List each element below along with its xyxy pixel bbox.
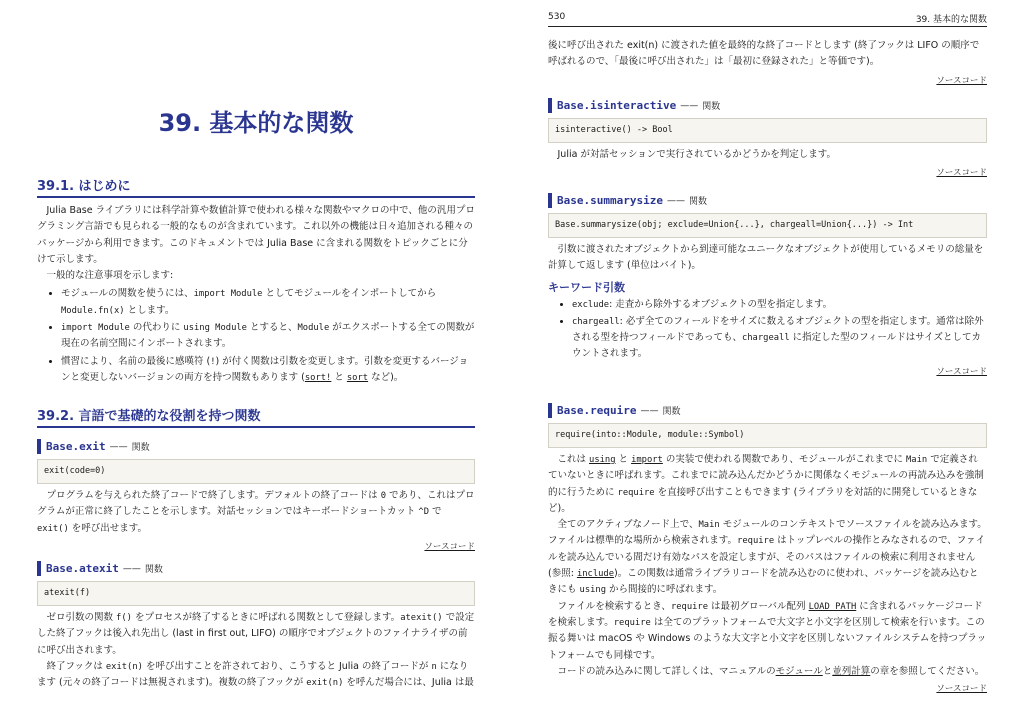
signature-code: exit(code=0) [37, 459, 475, 484]
docstring-isinteractive [548, 98, 987, 178]
description: ゼロ引数の関数 f() をプロセスが終了するときに呼ばれる関数として登録します。atexit() で設定した終了フックは後入れ先出し (last in first out, LIFO) の順序でオブジェクトのファイナライザの前に呼び出されます。 [37, 612, 475, 656]
function-kind: 関数 [662, 407, 681, 417]
docstring-header: Base.exit —— 関数 [37, 439, 475, 454]
function-kind: 関数 [688, 197, 707, 207]
sort-bang-link[interactable]: sort! [304, 372, 332, 383]
list-item: • 慣習により、名前の最後に感嘆符 (!) が付く関数は引数を変更します。引数を変更するバージョンと変更しないバージョンの両方を持つ関数もあります (sort! と sort など)。 [61, 354, 475, 387]
function-name: Base.exit [46, 440, 106, 453]
function-kind: 関数 [144, 565, 163, 575]
signature-code: atexit(f) [37, 581, 475, 606]
running-chapter-title: 39. 基本的な関数 [915, 15, 987, 25]
docstring-atexit [37, 561, 475, 691]
section-heading: 39.1. はじめに [37, 175, 475, 198]
description: 引数に渡されたオブジェクトから到達可能なユニークなオブジェクトが使用しているメモリの総量を計算して返します (単位はバイト)。 [548, 244, 984, 272]
accent-bar [37, 439, 41, 454]
list-item: • import Module の代わりに using Module とすると、Module がエクスポートする全ての関数が現在の名前空間にインポートされます。 [61, 320, 475, 353]
description: これは using と import の実装で使われる関数であり、モジュールがこれまでに Main で定義されていないときに呼ばれます。これまでに読み込んだかどうかに関係なくモジュールの再読み込みを強制的に行うために require を直接呼び出すこともできます (ライブラリを対話的に開発しているときなど)。 [548, 454, 984, 514]
function-name: Base.summarysize [557, 194, 663, 207]
function-kind: 関数 [702, 102, 721, 112]
continued-text [548, 38, 987, 86]
function-name: Base.isinteractive [557, 99, 677, 112]
section-heading: 39.2. 言語で基礎的な役割を持つ関数 [37, 405, 475, 428]
load-path-link[interactable]: LOAD_PATH [808, 601, 857, 612]
chapter-title: 39. 基本的な関数 [158, 109, 354, 137]
docstring-header: Base.atexit —— 関数 [37, 561, 475, 576]
section-core-functions [37, 405, 475, 428]
list-item: • chargeall: 必ず全てのフィールドをサイズに数えるオブジェクトの型を指定します。通常は除外される型を持つフィールドであっても、chargeall に指定した型のフィールドはサイズとしてカウントされます。 [572, 314, 987, 363]
function-name: Base.require [557, 404, 637, 417]
docstring-header: Base.isinteractive —— 関数 [548, 98, 987, 113]
signature-code: require(into::Module, module::Symbol) [548, 423, 987, 448]
description: 終了フックは exit(n) を呼び出すことを許されており、こうすると Julia の終了コードが n になります (元々の終了コードは無視されます)。複数の終了フックが exit(n) を呼んだ場合には、Julia は最 [37, 660, 474, 689]
intro-paragraph: Julia Base ライブラリには科学計算や数値計算で使われる様々な関数やマクロの中で、他の汎用プログラミング言語でも見られる一般的なものが含まれています。これ以外の機能は日々追加される種々のパッケージから利用できます。このドキュメントでは Julia Base に含まれる関数をトピックごとに分けて示します。 [37, 205, 475, 265]
function-kind: 関数 [131, 443, 150, 453]
description: プログラムを与えられた終了コードで終了します。デフォルトの終了コードは 0 であり、これはプログラムが正常に終了したことを示します。対話セッションではキーボードショートカット ^D で exit() を呼び出せます。 [37, 490, 475, 534]
parallel-computing-link[interactable]: 並列計算 [832, 665, 871, 677]
source-code-link[interactable]: ソースコード [936, 168, 987, 179]
docstring-require [548, 403, 987, 694]
source-code-link[interactable]: ソースコード [936, 75, 987, 86]
source-code-link[interactable]: ソースコード [424, 541, 475, 552]
import-link[interactable]: import [631, 455, 663, 465]
modules-link[interactable]: モジュール [775, 665, 823, 677]
list-item: • exclude: 走査から除外するオブジェクトの型を指定します。 [572, 297, 987, 313]
accent-bar [548, 193, 552, 208]
sort-link[interactable]: sort [346, 372, 369, 383]
using-link[interactable]: using [589, 455, 616, 465]
description: Julia が対話セッションで実行されているかどうかを判定します。 [557, 149, 836, 160]
running-head [548, 12, 987, 27]
function-name: Base.atexit [46, 562, 119, 575]
accent-bar [548, 98, 552, 113]
signature-code: Base.summarysize(obj; exclude=Union{...}, chargeall=Union{...}) -> Int [548, 213, 987, 238]
notes-list [37, 286, 475, 386]
docstring-header: Base.require —— 関数 [548, 403, 987, 418]
right-page [512, 0, 1024, 724]
source-code-link[interactable]: ソースコード [936, 684, 987, 695]
section-introduction [37, 175, 475, 387]
docstring-exit [37, 439, 475, 552]
docstring-header: Base.summarysize —— 関数 [548, 193, 987, 208]
notes-intro: 一般的な注意事項を示します: [46, 270, 174, 282]
keyword-args-list [548, 297, 987, 363]
description: ファイルを検索するとき、require は最初グローバル配列 LOAD_PATH に含まれるパッケージコードを検索します。require は全てのプラットフォームで大文字と小文字を区別して検索を行います。この振る舞いは macOS や Windows のような大文字と小文字を区別しないファイルシステムを持つプラットフォームでも同様です。 [548, 600, 987, 661]
accent-bar [548, 403, 552, 418]
accent-bar [37, 561, 41, 576]
include-link[interactable]: include [576, 569, 615, 580]
description: コードの読み込みに関して詳しくは、マニュアルのモジュールと並列計算の章を参照してください。 [557, 665, 985, 677]
docstring-summarysize [548, 193, 987, 377]
source-code-link[interactable]: ソースコード [936, 366, 987, 377]
keyword-args-heading: キーワード引数 [548, 280, 625, 294]
page-number: 530 [548, 12, 566, 22]
list-item: • モジュールの関数を使うには、import Module としてモジュールをインポートしてから Module.fn(x) とします。 [61, 286, 475, 319]
continued-paragraph: 後に呼び出された exit(n) に渡された値を最終的な終了コードとします (終了フックは LIFO の順序で呼ばれるので、「最後に呼び出された」は「最初に登録された」と等価です)。 [548, 40, 980, 68]
description: 全てのアクティブなノード上で、Main モジュールのコンテキストでソースファイルを読み込みます。ファイルは標準的な場所から検索されます。require はトップレベルの操作とみなされるので、ファイルを読み込んでいる間だけ有効なパスを設定しますが、そのパスはファイルの検索に利用されません (参照: include)。この関数は通常ライブラリコードを読み込むのに使われ、パッケージを読み込むときにも using から間接的に呼ばれます。 [548, 519, 987, 596]
signature-code: isinteractive() -> Bool [548, 118, 987, 143]
